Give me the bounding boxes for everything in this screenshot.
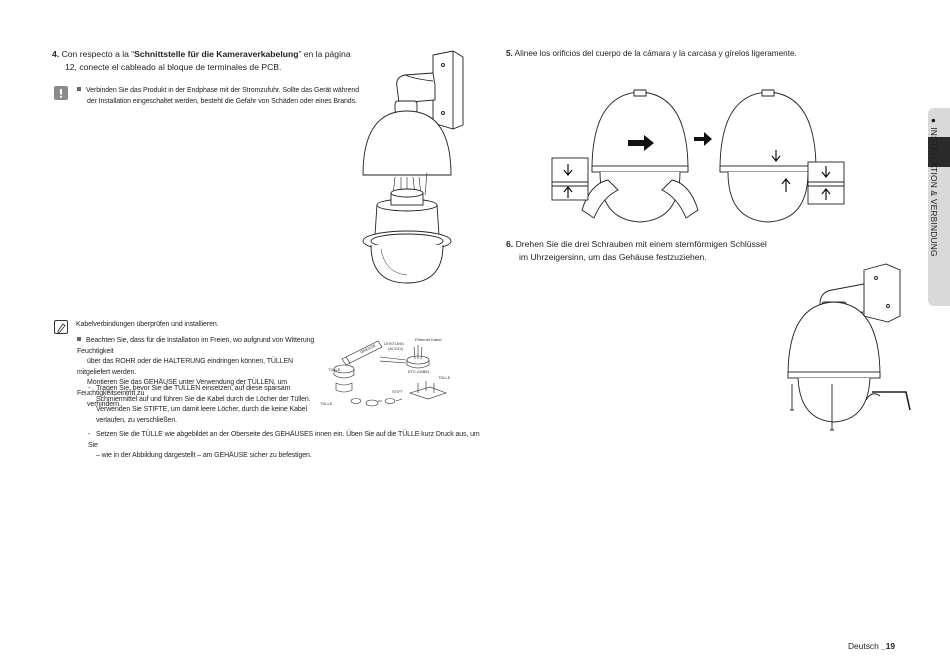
step-6-number: 6. xyxy=(506,239,514,249)
note-d2-line-1: Setzen Sie die TÜLLE wie abgebildet an der Oberseite des GEHÄUSES innen ein. Üben Sie auf die TÜLLE kurz Druck aus, um Sie xyxy=(88,431,480,449)
note-icon xyxy=(54,320,68,334)
step-5-text: Alinee los orificios del cuerpo de la cámara y la carcasa y gírelos ligeramente. xyxy=(514,49,797,58)
note-d1-line-1: Tragen Sie, bevor Sie die TÜLLEN einsetzen, auf diese sparsam xyxy=(96,385,291,392)
note-dash-1 xyxy=(88,384,328,426)
label-tuelle-left: TÜLLE xyxy=(328,367,341,372)
warning-line-2: der Installation eingeschaltet werden, besteht die Gefahr von Schäden oder eines Brands. xyxy=(87,97,357,105)
label-tuelle-bottom: TÜLLE xyxy=(320,401,333,406)
step-5 xyxy=(506,48,826,61)
label-tube: GREASE xyxy=(359,342,377,355)
step-4-line2: 12, conecte el cableado al bloque de terminales de PCB. xyxy=(65,61,282,72)
note-dash-2 xyxy=(88,430,488,462)
step-4 xyxy=(52,48,362,73)
note-b1-line-3: Montieren Sie das GEHÄUSE unter Verwendung der TÜLLEN, um Feuchtigkeitseintritt zu xyxy=(77,379,287,397)
tighten-screws-illustration xyxy=(776,260,921,435)
warning-icon xyxy=(54,86,68,100)
step-4-text-after: ” en la página xyxy=(298,49,351,59)
note-d1-line-3: Verwenden Sie STIFTE, um damit leere Löcher, durch die keine Kabel xyxy=(96,406,307,414)
grommet-assembly-illustration xyxy=(318,335,468,415)
step-5-number: 5. xyxy=(506,49,513,58)
warning-line-1: Verbinden Sie das Produkt in der Endphase mit der Stromzufuhr. Sollte das Gerät während xyxy=(86,87,360,94)
note-title: Kabelverbindungen überprüfen und installieren. xyxy=(76,321,219,328)
footer-language: Deutsch xyxy=(848,641,879,651)
step-4-number: 4. xyxy=(52,49,60,59)
dash-marker: - xyxy=(88,385,91,392)
side-tab-bullet: ● xyxy=(929,118,939,124)
label-stift: STIFT xyxy=(392,389,404,394)
note-d1-line-2: Schmiermittel auf und führen Sie die Kabel durch die Löcher der Tüllen. xyxy=(96,395,311,403)
dash-marker: - xyxy=(88,431,91,438)
side-tab-title: INSTALLATION & VERBINDUNG xyxy=(929,127,939,257)
warning-text xyxy=(77,86,367,107)
bullet-square-icon xyxy=(77,337,81,341)
label-leistung: LEISTUNG xyxy=(384,341,405,346)
note-d2-line-2: – wie in der Abbildung dargestellt – am GEHÄUSE sicher zu befestigen. xyxy=(96,452,312,460)
label-ac24v: (AC24V) xyxy=(388,346,404,351)
camera-bracket-illustration xyxy=(355,45,470,290)
step-4-text-before: Con respecto a la “ xyxy=(61,49,135,59)
note-b1-line-1: Beachten Sie, dass für die Installation im Freien, wo aufgrund von Witterung Feuchtigkeit xyxy=(77,337,315,355)
side-tab-label xyxy=(921,118,939,304)
step-4-text-bold: Schnittstelle für die Kameraverkabelung xyxy=(134,49,299,59)
label-etc: ETC-KABEL xyxy=(408,369,431,374)
note-d1-line-4: verlaufen, zu verschließen. xyxy=(96,416,177,424)
step-6-line-2: im Uhrzeigersinn, um das Gehäuse festzuziehen. xyxy=(519,251,707,262)
label-tuelle-right: TÜLLE xyxy=(438,375,451,380)
step-6-line-1: Drehen Sie die drei Schrauben mit einem sternförmigen Schlüssel xyxy=(515,239,767,249)
footer-page-number: _19 xyxy=(881,641,896,651)
bullet-square-icon xyxy=(77,87,81,91)
footer xyxy=(848,641,895,651)
label-ethernet: Ethernet Kabel xyxy=(415,337,442,342)
note-b1-line-4: verhindern. xyxy=(87,400,121,408)
note-b1-line-2: über das ROHR oder die HALTERUNG eindringen können, TÜLLEN mitgeliefert werden. xyxy=(77,358,293,376)
align-rotate-illustration xyxy=(550,80,850,255)
